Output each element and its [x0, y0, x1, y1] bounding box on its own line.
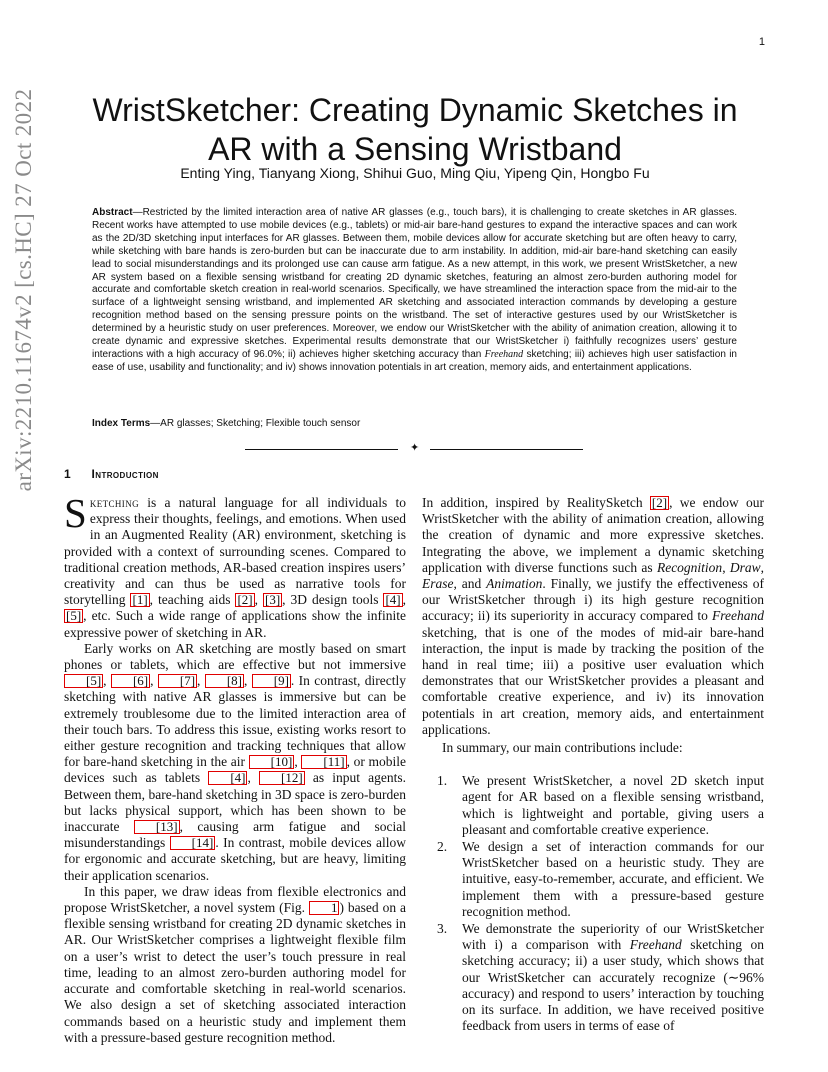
- citation-link[interactable]: [9]: [252, 674, 291, 688]
- citation-link[interactable]: [10]: [249, 755, 295, 769]
- paragraph-text: ,: [402, 592, 406, 608]
- right-column: [422, 495, 764, 1036]
- paragraph-text: In this paper, we draw ideas from flexible electronics and propose WristSketcher, a novel system (Fig.: [64, 883, 406, 916]
- list-item-text: We present WristSketcher, a novel 2D sketch input agent for AR based on a flexible sensing wristband, which is lightweight and portable, giving users a pleasant and comfortable creative experience.: [462, 773, 764, 837]
- italic-term: Erase: [422, 576, 454, 592]
- citation-link[interactable]: [5]: [66, 608, 82, 624]
- citation-link[interactable]: [14]: [170, 836, 216, 850]
- paragraph-text: ,: [722, 559, 730, 575]
- list-item: [422, 921, 764, 1034]
- paragraph-text: In addition, inspired by RealitySketch: [422, 495, 650, 510]
- index-terms-label: Index Terms: [92, 418, 151, 429]
- abstract-label: Abstract: [92, 207, 133, 218]
- citation-link[interactable]: [2]: [237, 592, 253, 608]
- summary-line: In summary, our main contributions include:: [442, 740, 683, 756]
- paragraph-text: . Finally, we justify the effectiveness of our WristSketcher through i) its high gesture recognition accuracy; ii) its superiority in accuracy compared to: [422, 576, 764, 624]
- paragraph-text: ) based on a flexible sensing wristband for creating 2D dynamic sketches in AR. Our WristSketcher comprises a lightweight flexible film on a user’s wrist to detect the user’s touch pressure in real time, leading to an almost zero-burden authoring model for accurate and comfortable sketching in real-world scenarios. We also design a set of sketching associated interaction commands based on a heuristic study and implement them with a pressure-based gesture recognition method.: [64, 900, 406, 1045]
- paragraph-text: , teaching aids: [149, 592, 236, 608]
- citation-link[interactable]: [11]: [301, 755, 346, 769]
- contribution-list: [422, 773, 764, 1034]
- intro-paragraph-3: [64, 884, 406, 1046]
- author-list: Enting Ying, Tianyang Xiong, Shihui Guo, Ming Qiu, Yipeng Qin, Hongbo Fu: [180, 165, 650, 181]
- divider-right-line: [430, 449, 583, 450]
- citation-link[interactable]: [2]: [651, 495, 668, 510]
- citation-link[interactable]: [12]: [259, 771, 305, 785]
- citation-link[interactable]: [1]: [132, 592, 148, 608]
- citation-link[interactable]: [8]: [205, 674, 244, 688]
- paragraph-text: ,: [254, 592, 263, 608]
- paragraph-text: sketching, that is one of the modes of mid-air bare-hand interaction, the input is made by tracking the position of the hand in real time; iii) a positive user evaluation which demonstrates that our WristSketcher provides a pleasant and comfortable creative experience, and iv) its innovation potentials in art creation, memory aids, and entertainment applications.: [422, 624, 764, 737]
- paragraph-text: is a natural language for all individuals to express their thoughts, feelings, and emotions. When used in an Augmented Reality (AR) environment, sketching is provided with a context of surrounding scenes. Compared to traditional creation methods, AR-based creation inspires users’ creativity and can thus be used as narrative tools for storytelling: [64, 495, 406, 608]
- divider-left-line: [245, 449, 398, 450]
- index-terms: [92, 418, 737, 430]
- intro-paragraph-1: [64, 490, 406, 641]
- left-column: [64, 490, 407, 1046]
- figure-link[interactable]: 1: [309, 901, 340, 915]
- list-item: [422, 839, 764, 920]
- page-number: 1: [758, 36, 765, 48]
- paragraph-text: Early works on AR sketching are mostly based on smart phones or tablets, which are effective but not immersive: [64, 640, 406, 673]
- italic-term: Recognition: [656, 559, 723, 575]
- citation-link[interactable]: [6]: [111, 674, 150, 688]
- section-heading-introduction: [64, 467, 406, 481]
- list-item: [422, 773, 764, 838]
- italic-term: Animation: [486, 576, 543, 592]
- paragraph-text: ,: [197, 673, 205, 689]
- paragraph-text: , or mobile devices such as tablets: [64, 754, 407, 786]
- paragraph-text: . In contrast, mobile devices allow for ergonomic and accurate sketching, but are heavy, limiting their application scenarios.: [64, 835, 406, 883]
- italic-term: Freehand: [629, 937, 682, 953]
- paragraph-text: ,: [150, 673, 158, 689]
- list-number: 3.: [437, 921, 448, 937]
- paragraph-text: ,: [760, 559, 764, 575]
- paragraph-text: ,: [247, 770, 260, 786]
- intro-paragraph-2: [64, 641, 406, 884]
- paper-title: WristSketcher: Creating Dynamic Sketches in AR with a Sensing Wristband: [92, 92, 738, 168]
- paragraph-text: ,: [103, 673, 111, 689]
- paragraph-text: . In contrast, directly sketching with native AR glasses is immersive but can be extremely troublesome due to the limited interaction area of their touch bars. To address this issue, existing works resort to either gesture recognition and tracking techniques that allow for bare-hand sketching in the air: [64, 673, 407, 770]
- drop-cap-letter: S: [64, 490, 87, 536]
- paragraph-text: , etc. Such a wide range of applications show the infinite expressive power of sketching in AR.: [64, 608, 406, 640]
- paragraph-text: ,: [243, 673, 252, 689]
- paragraph-text: , and: [453, 576, 487, 592]
- arxiv-identifier: arXiv:2210.11674v2 [cs.HC] 27 Oct 2022: [11, 88, 36, 492]
- paragraph-text: , causing arm fatigue and social misunderstandings: [64, 819, 406, 851]
- abstract: [92, 207, 737, 375]
- citation-link[interactable]: [7]: [158, 674, 197, 688]
- citation-link[interactable]: [4]: [208, 771, 247, 785]
- citation-link[interactable]: [5]: [64, 674, 103, 688]
- citation-link[interactable]: [4]: [385, 592, 401, 608]
- list-number: 2.: [437, 839, 448, 855]
- divider-diamond-icon: ✦: [410, 441, 420, 454]
- list-item-text: We design a set of interaction commands for our WristSketcher based on a heuristic study. They are intuitive, easy-to-remember, accurate, and efficient. We implement them with a pressure-based gesture recognition method.: [462, 839, 764, 919]
- citation-link[interactable]: [3]: [264, 592, 281, 608]
- italic-term: Draw: [729, 559, 761, 575]
- paragraph-text: , we endow our WristSketcher with the ability of animation creation, allowing the creation of dynamic and more expressive sketches. Integrating the above, we implement a dynamic sketching application with diverse functions such as: [422, 495, 764, 575]
- intro-paragraph-4: [422, 495, 764, 738]
- italic-term: Freehand: [712, 608, 764, 624]
- list-item-text: sketching on sketching accuracy; ii) a user study, which shows that our WristSketcher can accurately recognize (∼96% accuracy) and respond to users’ interaction by touching on its surface. In addition, we have received positive feedback from users in terms of ease of: [462, 937, 764, 1034]
- index-terms-text: —AR glasses; Sketching; Flexible touch sensor: [150, 418, 361, 429]
- list-number: 1.: [437, 773, 448, 789]
- section-title: Introduction: [91, 467, 159, 481]
- citation-link[interactable]: [13]: [134, 820, 180, 834]
- paragraph-text: as input agents. Between them, bare-hand sketching in 3D space is zero-burden but lacks physical support, which has been shown to be inaccurate: [64, 770, 406, 835]
- abstract-freehand-term: Freehand: [484, 348, 524, 360]
- paragraph-text: ,: [294, 754, 302, 770]
- small-caps-word: ketching: [89, 495, 140, 510]
- section-divider: [245, 441, 583, 454]
- abstract-text-before-freehand: —Restricted by the limited interaction area of native AR glasses (e.g., touch bars), it is challenging to create sketches in AR glasses. Recent works have attempted to use mobile devices (e.g., tablets) or mid-air bare-hand gestures to expand the interactive spaces and can work as the 2D/3D sketching input interfaces for AR glasses. Between them, mobile devices allow for accurate sketching but are often heavy to carry, while sketching with bare hands is zero-burden but can be inaccurate due to arm instability. In addition, mid-air bare-hand sketching can easily lead to social misunderstandings and its prolonged use can cause arm fatigue. As a new attempt, in this work, we present WristSketcher, a new AR system based on a flexible sensing wristband for creating 2D dynamic sketches, featuring an almost zero-burden authoring model for accurate and comfortable sketch creation in real-world scenarios. Specifically, we have streamlined the interaction space from the mid-air to the surface of a lightweight sensing wristband, and implemented AR sketching and associated interaction commands by developing a gesture recognition method based on the sensing pressure points on the wristband. The set of interactive gestures used by our WristSketcher is determined by a heuristic study on user preferences. Moreover, we endow our WristSketcher with the ability of animation creation, allowing it to create dynamic and expressive sketches. Experimental results demonstrate that our WristSketcher i) faithfully recognizes users’ gesture interactions with a high accuracy of 96.0%; ii) achieves higher sketching accuracy than: [92, 207, 737, 360]
- section-number: 1: [64, 467, 71, 481]
- paragraph-text: , 3D design tools: [282, 592, 384, 608]
- abstract-text-after-freehand: sketching; iii) achieves high user satisfaction in ease of use, usability and functionality; and iv) shows innovation potentials in art creation, memory aids, and entertainment applications.: [92, 348, 737, 373]
- list-item-text: We demonstrate the superiority of our WristSketcher with i) a comparison with: [462, 921, 764, 953]
